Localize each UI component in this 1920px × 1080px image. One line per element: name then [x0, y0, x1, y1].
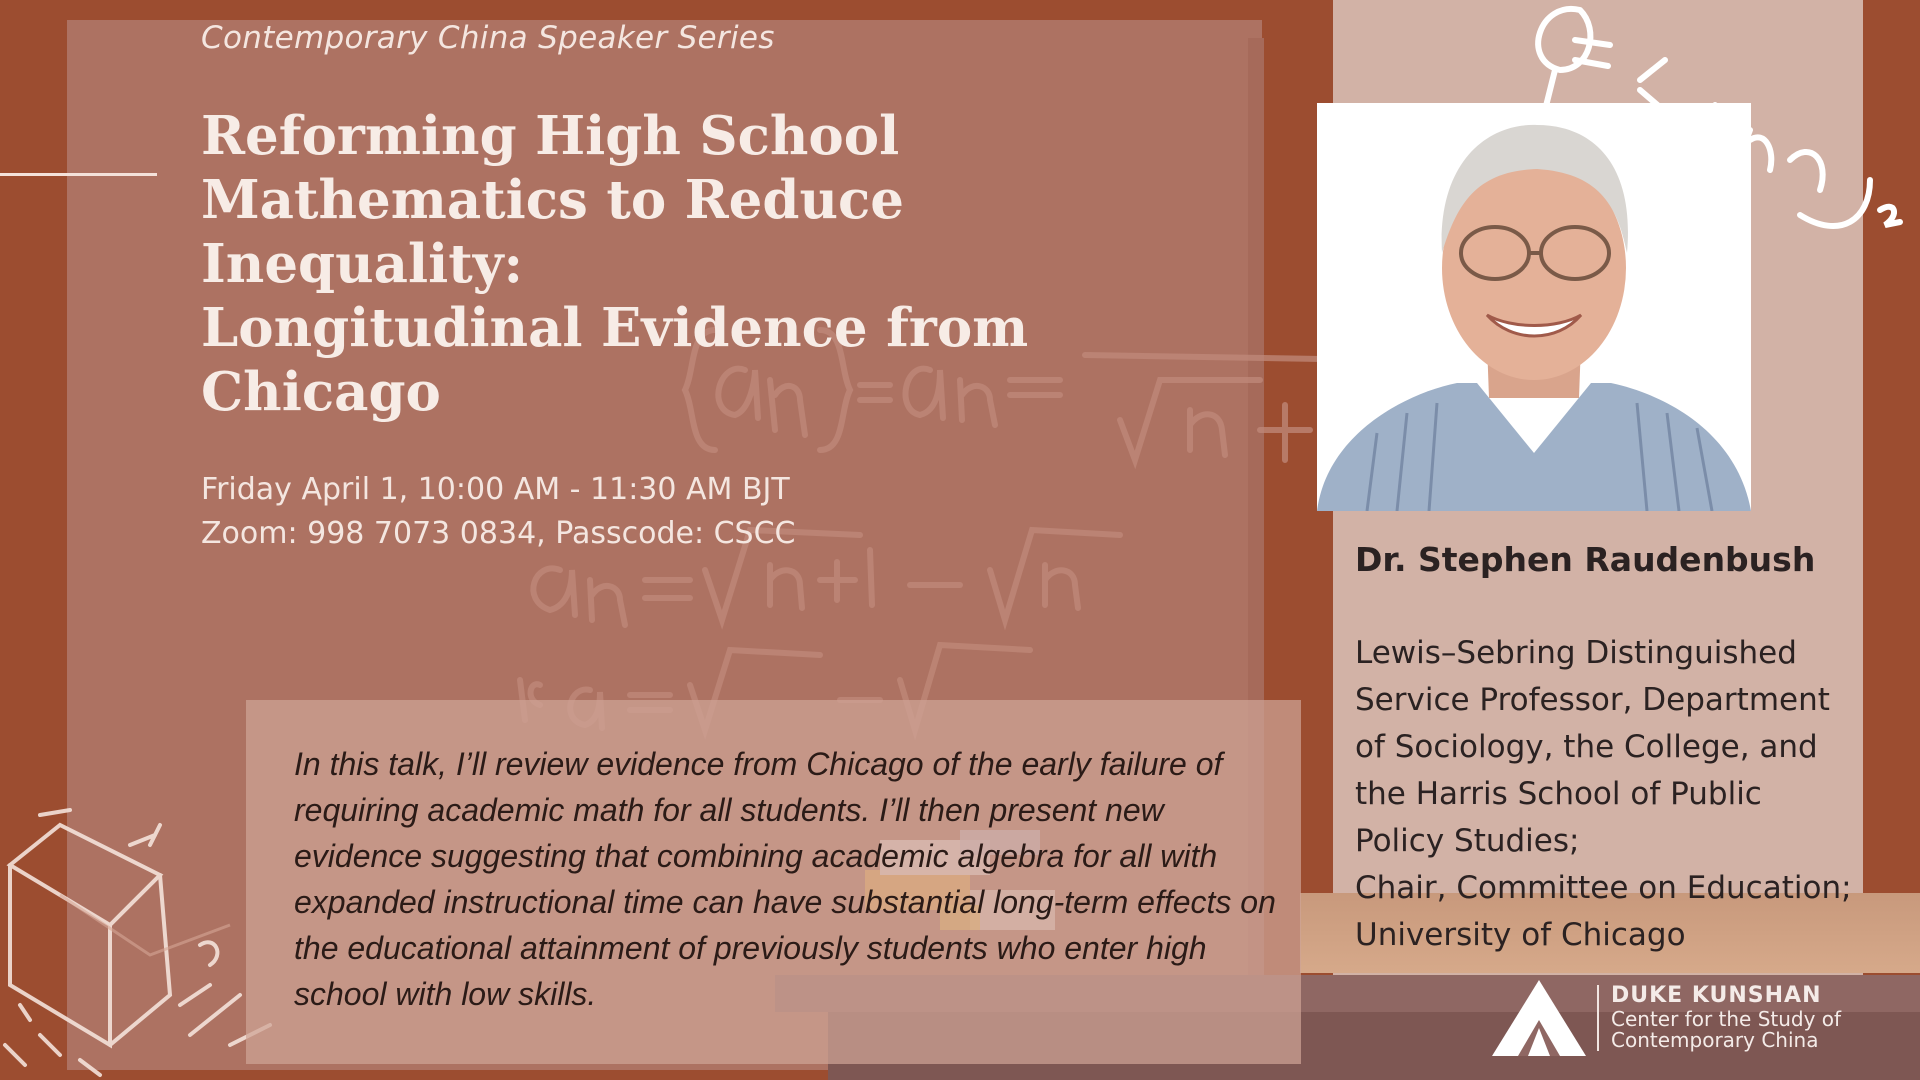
logo-subtitle-line: Contemporary China — [1611, 1028, 1819, 1052]
title-line: Reforming High School — [201, 105, 900, 167]
event-info — [201, 468, 796, 556]
affiliation-line: Lewis–Sebring Distinguished — [1355, 635, 1797, 671]
talk-title — [201, 104, 1241, 424]
logo-subtitle-line: Center for the Study of — [1611, 1007, 1842, 1031]
title-line: Chicago — [201, 361, 441, 423]
affiliation-line: Policy Studies; — [1355, 823, 1580, 859]
abstract-text: In this talk, I’ll review evidence from Chicago of the early failure of requiring academic math for all students. I’ll then present new evidence suggesting that combining academic algebra for all with expanded instructional time can have substantial long-term effects on the educational attainment of previously students who enter high school with low skills. — [294, 746, 1276, 1012]
affiliation-line: the Harris School of Public — [1355, 776, 1762, 812]
series-label: Contemporary China Speaker Series — [201, 20, 775, 56]
duke-kunshan-logo-icon — [1490, 978, 1588, 1058]
affiliation-line: of Sociology, the College, and — [1355, 729, 1818, 765]
speaker-portrait — [1317, 103, 1751, 511]
zoom-details: Zoom: 998 7073 0834, Passcode: CSCC — [201, 516, 796, 551]
speaker-affiliation — [1355, 630, 1875, 959]
affiliation-line: University of Chicago — [1355, 917, 1686, 953]
title-line: Longitudinal Evidence from — [201, 297, 1029, 359]
affiliation-line: Service Professor, Department — [1355, 682, 1830, 718]
speaker-name: Dr. Stephen Raudenbush — [1355, 540, 1816, 579]
speaker-photo — [1317, 103, 1751, 511]
affiliation-line: Chair, Committee on Education; — [1355, 870, 1852, 906]
title-line: Mathematics to Reduce Inequality: — [201, 169, 904, 295]
logo-divider — [1597, 985, 1599, 1051]
logo-name: DUKE KUNSHAN — [1611, 983, 1822, 1008]
decorative-rule — [0, 173, 157, 176]
event-datetime: Friday April 1, 10:00 AM - 11:30 AM BJT — [201, 472, 790, 507]
logo-text — [1611, 983, 1841, 1051]
